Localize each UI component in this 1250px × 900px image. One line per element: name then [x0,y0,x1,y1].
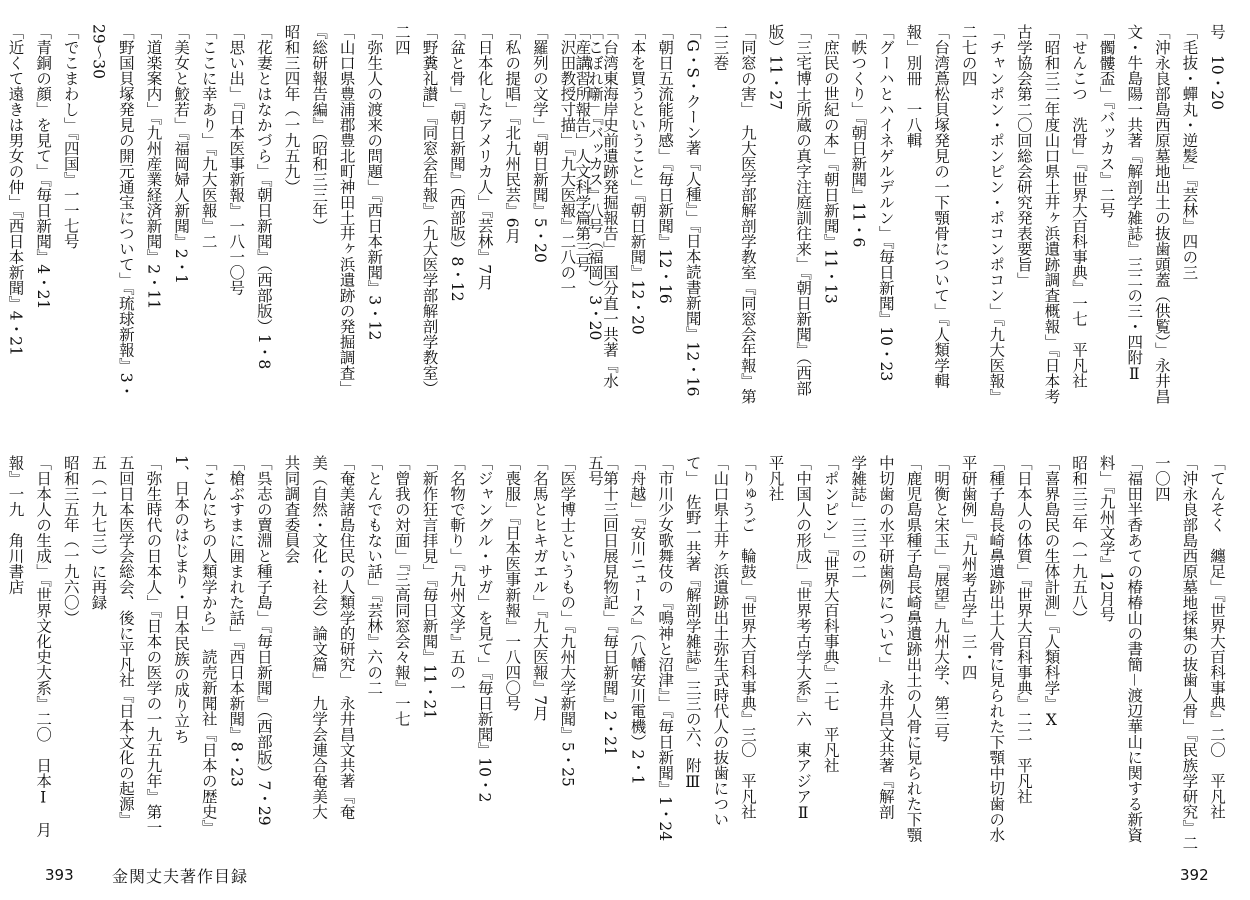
text-column: 「医学博士というもの」『九州大学新聞』5・25 [558,455,577,787]
text-column: 「種子島長崎鼻遺跡出土人骨に見られた下顎中切歯の水 [987,455,1006,843]
text-column: 「こんにちの人類学から」 読売新聞社『日本の歴史』 [199,455,218,835]
text-column: 二四 [392,24,411,55]
text-column: 「弥生時代の日本人」『日本の医学の一九五九年』第一 [144,455,163,835]
text-column: 「せんこつ 洗骨」『世界大百科事典』一七 平凡社 [1070,24,1089,389]
text-column: 「髑髏盃」『バッカス』二号 [1097,24,1116,218]
text-column: 「舟越」『安川ニュース』（八幡安川電機）2・1 [628,455,647,785]
text-column [0,24,1,429]
text-column: 中切歯の水平研歯例について」 永井昌文共著『解剖 [876,455,895,820]
text-column: 「台湾蔦松貝塚発見の一下顎骨について」『人類学輯 [932,24,951,389]
running-head: 金関丈夫著作目録 [112,867,249,886]
text-column: 1、日本のはじまり・日本民族の成り立ち [172,455,191,744]
text-column: 「てんそく 纏足」『世界大百科事典』二〇 平凡社 [1208,455,1226,820]
text-column: 昭和三五年（一九六〇） [61,455,80,626]
text-column: 「日本化したアメリカ人」『芸林』7月 [475,24,494,290]
text-column: 五号 [586,455,604,486]
text-column: 「とんでもない話」『芸林』六の二 [365,455,384,696]
text-column: 「ここに幸あり」『九大医報』二 [199,24,218,249]
text-column: 「中国人の形成」『世界考古学大系』六 東アジアⅡ [794,455,813,822]
text-column: 「庶民の世紀の本」『朝日新聞』11・13 [821,24,840,304]
right-page-number: 392 [1180,866,1209,884]
text-column: 「沢田教授寸描」『九大医報』二八の一 [558,24,577,296]
text-column: 一〇四 [1152,455,1171,502]
text-column: 「G・S・クーン著『人種』」『日本読書新聞』12・16 [683,24,702,397]
right-page-bottom-block [600,455,1230,851]
text-column: 「近くて遠きは男女の仲」『西日本新聞』4・21 [6,24,25,356]
text-column: 昭和三四年（一九五九） [282,24,301,195]
text-column: 「道楽案内」『九州産業経済新聞』2・11 [144,24,163,310]
text-column: 「野国貝塚発見の開元通宝について」『琉球新報』3・ [116,24,135,399]
text-column: 「名物で斬り」『九州文学』五の一 [448,455,467,696]
text-column: 「弥生人の渡来の問題」『西日本新聞』3・12 [365,24,384,341]
text-column: 「青銅の顔」を見て」『毎日新聞』4・21 [34,24,53,310]
text-column: 「毛抜・蟬丸・逆髪」『芸林』四の三 [1180,24,1199,280]
text-column: 「新作狂言拝見」『毎日新聞』11・21 [420,455,439,720]
text-column: 「野糞礼讃」『同窓会年報』（九大医学部解剖学教室） [420,24,439,396]
text-column: 「でこまわし」『四国』一一七号 [61,24,80,249]
left-page-bottom-block [6,455,608,850]
text-column: 平凡社 [766,455,785,502]
text-column: 「羅列の文学」『朝日新聞』5・20 [530,24,549,263]
text-column: 「鹿児島県種子島長崎鼻遺跡出土の人骨に見られた下顎 [904,455,923,843]
text-column: 「沖永良部島西原墓地採集の抜歯人骨」『民族学研究』二 [1180,455,1199,851]
text-column: 「山口県土井ヶ浜遺跡出土弥生式時代人の抜歯につい [711,455,730,827]
text-column: 美（自然・文化・社会）論文篇」 九学会連合奄美大 [310,455,329,820]
text-column: 「チャンポン・ポンピン・ポコンポコン」『九大医報』 [987,24,1006,404]
text-column: 五（一九七三）に再録 [89,455,108,610]
text-column: 「日本人の生成」『世界文化史大系』二〇 日本Ⅰ 月 [34,455,53,838]
text-column: 「三宅博士所蔵の真字注庭訓往来」『朝日新聞』（西部 [794,24,813,396]
text-column: 文・牛島陽一共著『解剖学雑誌』三二の三・四附Ⅱ [1125,24,1144,383]
text-column: 「山口県豊浦郡豊北町神田土井ヶ浜遺跡の発掘調査」 [337,24,356,396]
text-column: 「朝日五流能所感」『毎日新聞』12・16 [656,24,675,304]
left-page-top-block [6,24,608,429]
text-column: 二七の四 [959,24,978,86]
text-column: 「盆と骨」『朝日新聞』（西部版）8・12 [448,24,467,302]
text-column: 「日本人の体質」『世界大百科事典』二二 平凡社 [1014,455,1033,804]
text-column: 「思い出」『日本医事新報』一八一〇号 [227,24,246,296]
text-column: 「曾我の対面」『三高同窓会々報』一七 [392,455,411,727]
text-column: 報』一九 角川書店 [6,455,25,595]
text-column: 「帙つくり」『朝日新聞』11・6 [849,24,868,248]
text-column: 「私の提唱」『北九州民芸』6月 [503,24,522,244]
left-page-number: 393 [45,866,74,884]
text-column: 報」別冊 一八輯 [904,24,923,148]
text-column: 「花妻とはなかづら」『朝日新聞』（西部版）1・8 [254,24,273,370]
text-column: 「福田半香あての椿椿山の書簡－渡辺華山に関する新資 [1125,455,1144,843]
text-column: 29～30 [89,24,108,79]
text-column: 『総研報告編』（昭和三三年） [310,24,329,234]
text-column: 料」『九州文学』12月号 [1097,455,1116,622]
text-column: 「昭和三二年度山口県土井ヶ浜遺跡調査概報」『日本考 [1042,24,1061,404]
text-column: 「本を買うということ」『朝日新聞』12・20 [628,24,647,335]
text-column: 「りゅうご 輪鼓」『世界大百科事典』三〇 平凡社 [738,455,757,820]
text-column: て」 佐野一共著『解剖学雑誌』三三の六、附Ⅲ [683,455,702,791]
text-column: 「名馬とヒキガエル」『九大医報』7月 [530,455,549,721]
text-column: 古学協会第二〇回総会研究発表要旨」 [1014,24,1033,288]
text-column: 共同調査委員会 [282,455,301,564]
text-column: 「産講習所報告」人文科学篇第三号 [573,24,592,272]
text-column: 「呉志の賣淵と種子島」『毎日新聞』（西部版）7・29 [254,455,273,826]
text-column: 「ポンピン」『世界大百科事典』二七 平凡社 [821,455,840,773]
text-column: 「喜界島民の生体計測」『人類科学』Ⅹ [1042,455,1061,729]
text-column: 「第十三回日展見物記」『毎日新聞』2・21 [600,455,619,756]
text-column: 「グーハとハイネゲルデルン」『毎日新聞』10・23 [876,24,895,382]
text-column [0,455,1,850]
text-column: 「こぼれ噺」『バッカス』八号（福岡）3・20 [586,24,604,341]
text-column: 「奄美諸島住民の人類学的研究」 永井昌文共著『奄 [337,455,356,820]
text-column: 「美女と鮫若」『福岡婦人新聞』2・1 [172,24,191,284]
text-column: 「明衡と宋玉」『展望』九州大学、第三号 [932,455,951,742]
text-column: 版）11・27 [766,24,785,110]
text-column: 「台湾東海岸史前遺跡発掘報告」 国分直一共著『水 [600,24,619,389]
text-column: 五回日本医学会総会、後に平凡社『日本文化の起源』 [116,455,135,827]
text-column: 平研歯例」『九州考古学』三・四 [959,455,978,680]
text-column: 「沖永良部島西原墓地出土の抜歯頭蓋（供覧）」永井昌 [1152,24,1171,404]
text-column: 二三巻 [711,24,730,71]
text-column: 号 10・20 [1208,24,1226,110]
text-column: 昭和三三年（一九五八） [1070,455,1089,626]
text-column: 「槍ぶすまに囲まれた話」『西日本新聞』8・23 [227,455,246,787]
text-column: 「喪服」『日本医事新報』一八四〇号 [503,455,522,711]
text-column: 「市川少女歌舞伎の『鳴神と沼津』」『毎日新聞』1・24 [656,455,675,842]
text-column: 学雑誌」三三の二 [849,455,868,579]
text-column: 「同窓の害」 九大医学部解剖学教室『同窓会年報』第 [738,24,757,404]
text-column: 「ジャングル・サガ」を見て」『毎日新聞』10・2 [475,455,494,803]
